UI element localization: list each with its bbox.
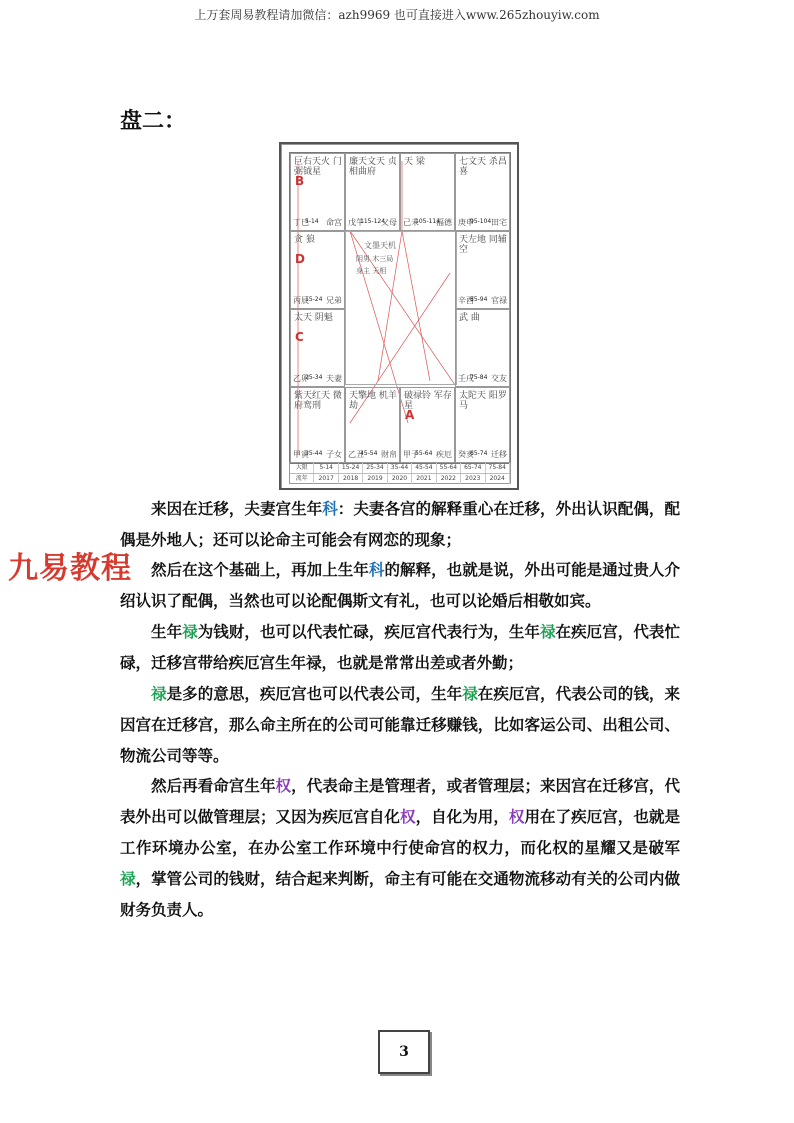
chart-palace <box>400 387 455 463</box>
bottom-cell: 25-34 <box>363 463 387 473</box>
highlight-ke: 科 <box>368 560 385 579</box>
palace-ganzhi: 戊午 <box>348 218 364 227</box>
palace-range: 75-84 <box>470 374 488 381</box>
palace-range: 25-34 <box>305 374 323 381</box>
paragraph-text: ，自化为用， <box>415 807 509 826</box>
chart-palace <box>290 153 345 231</box>
highlight-lu: 禄 <box>539 622 556 641</box>
palace-ganzhi: 癸亥 <box>458 450 474 459</box>
chart-center <box>345 231 457 385</box>
highlight-lu: 禄 <box>120 869 136 888</box>
highlight-quan: 权 <box>400 807 416 826</box>
palace-name: 疾厄 <box>436 450 452 459</box>
paragraph-text: 用在了疾厄宫，也就是工作环境办公室，在办公室工作环境中行使命宫的权力，而化权的星耀又是破军 <box>120 807 680 857</box>
palace-name: 交友 <box>491 374 507 383</box>
highlight-quan: 权 <box>275 776 292 795</box>
highlight-quan: 权 <box>508 807 525 826</box>
paragraph-text: 然后在这个基础上，再加上生年 <box>151 560 369 579</box>
bottom-cell: 45-54 <box>412 463 436 473</box>
highlight-lu: 禄 <box>182 622 198 641</box>
palace-ganzhi: 丁巳 <box>293 218 309 227</box>
palace-name: 福德 <box>436 218 452 227</box>
paragraph-text: 在疾厄宫，代表忙碌，迁移宫带给疾厄宫生年禄，也就是常常出差或者外勤； <box>120 622 680 672</box>
palace-range: 35-44 <box>305 450 323 457</box>
chart-grid <box>289 152 511 464</box>
palace-name: 兄弟 <box>326 296 342 305</box>
palace-stars: 破禄铃 军存星 <box>404 391 452 411</box>
paragraph-text: 然后再看命宫生年 <box>151 776 276 795</box>
chart-palace <box>455 231 510 309</box>
palace-ganzhi: 辛酉 <box>458 296 474 305</box>
palace-stars: 廉天文天 贞相曲府 <box>349 157 397 177</box>
paragraph-text: 生年 <box>151 622 183 641</box>
palace-ganzhi: 壬戌 <box>458 374 474 383</box>
paragraph-text: 来因在迁移，夫妻宫生年 <box>151 499 323 518</box>
bottom-cell: 2020 <box>388 474 412 484</box>
palace-stars: 贪 狼 <box>294 235 315 245</box>
bottom-cell: 5-14 <box>314 463 338 473</box>
palace-name: 田宅 <box>491 218 507 227</box>
paragraph-text: ，掌管公司的钱财，结合起来判断，命主有可能在交通物流移动有关的公司内做财务负责人。 <box>120 869 680 919</box>
highlight-ke: 科 <box>322 499 338 518</box>
paragraph-text: ，代表命主是管理者，或者管理层；来因宫在迁移宫，代表外出可以做管理层；又因为疾厄宫自化 <box>120 776 680 826</box>
chart-palace <box>455 153 510 231</box>
palace-ganzhi: 己未 <box>403 218 419 227</box>
palace-ganzhi: 庚申 <box>458 218 474 227</box>
palace-name: 子女 <box>326 450 342 459</box>
chart-palace <box>290 231 345 309</box>
bottom-row-1 <box>290 463 510 474</box>
paragraph-text: 在疾厄宫，代表公司的钱，来因宫在迁移宫，那么命主所在的公司可能靠迁移赚钱，比如客运公司、出租公司、物流公司等等。 <box>120 684 680 765</box>
palace-name: 迁移 <box>491 450 507 459</box>
bottom-cell: 2019 <box>363 474 387 484</box>
palace-range: 85-94 <box>470 296 488 303</box>
bottom-cell: 2022 <box>437 474 461 484</box>
chart-palace <box>345 387 400 463</box>
palace-range: 105-114 <box>415 218 441 225</box>
bottom-cell: 2017 <box>314 474 338 484</box>
palace-ganzhi: 甲子 <box>403 450 419 459</box>
bottom-cell: 2018 <box>339 474 363 484</box>
palace-name: 命宫 <box>326 218 342 227</box>
palace-stars: 紫天红天 微府鸾刑 <box>294 391 342 411</box>
body-paragraph <box>120 616 680 678</box>
bottom-cell: 2021 <box>412 474 436 484</box>
palace-name: 财帛 <box>381 450 397 459</box>
bottom-cell: 65-74 <box>461 463 485 473</box>
bottom-cell: 15-24 <box>339 463 363 473</box>
paragraph-text: 的解释，也就是说，外出可能是通过贵人介绍认识了配偶，当然也可以论配偶斯文有礼，也可以论婚后相敬如宾。 <box>120 560 680 610</box>
palace-ganzhi: 乙丑 <box>348 450 364 459</box>
chart-palace <box>455 387 510 463</box>
body-paragraph <box>120 554 680 616</box>
palace-stars: 太陀天 阳罗马 <box>459 391 507 411</box>
palace-stars: 七文天 杀昌喜 <box>459 157 507 177</box>
bottom-cell: 大限 <box>290 463 314 473</box>
bottom-cell: 75-84 <box>486 463 510 473</box>
palace-stars: 天擎地 机羊劫 <box>349 391 397 411</box>
paragraph-text: 为钱财，也可以代表忙碌，疾厄宫代表行为，生年 <box>197 622 540 641</box>
bottom-cell: 55-64 <box>437 463 461 473</box>
palace-range: 55-64 <box>415 450 433 457</box>
chart-palace <box>290 387 345 463</box>
palace-range: 115-124 <box>360 218 386 225</box>
center-line2: 阴男 木三局 <box>356 255 394 263</box>
bottom-cell: 2024 <box>486 474 510 484</box>
center-title: 文墨天机 <box>364 241 396 250</box>
highlight-lu: 禄 <box>151 684 167 703</box>
bottom-cell: 2023 <box>461 474 485 484</box>
body-paragraph <box>120 678 680 771</box>
watermark-logo: 九易教程 <box>8 551 132 586</box>
chart-bottom-table <box>289 462 511 484</box>
highlight-lu: 禄 <box>462 684 478 703</box>
bottom-cell: 35-44 <box>388 463 412 473</box>
palace-range: 15-24 <box>305 296 323 303</box>
astrology-chart <box>279 142 519 490</box>
palace-range: 65-74 <box>470 450 488 457</box>
palace-range: 95-104 <box>470 218 492 225</box>
palace-stars: 太天 阴魁 <box>294 313 333 323</box>
palace-name: 夫妻 <box>326 374 342 383</box>
palace-ganzhi: 乙卯 <box>293 374 309 383</box>
palace-tag: B <box>295 174 305 188</box>
center-line3: 身主 天相 <box>356 267 387 275</box>
palace-stars: 武 曲 <box>459 313 480 323</box>
palace-ganzhi: 甲寅 <box>293 450 309 459</box>
palace-name: 官禄 <box>491 296 507 305</box>
chart-palace <box>290 309 345 387</box>
body-paragraph <box>120 493 680 555</box>
body-paragraph <box>120 770 680 925</box>
palace-tag: C <box>295 330 304 344</box>
page-number: 3 <box>378 1030 430 1074</box>
palace-stars: 天左地 同辅空 <box>459 235 507 255</box>
palace-ganzhi: 丙辰 <box>293 296 309 305</box>
palace-stars: 巨右天火 门弼钺星 <box>294 157 342 177</box>
page-header: 上万套周易教程请加微信：azh9969 也可直接进入www.265zhouyiw.com <box>194 8 600 22</box>
section-title: 盘二： <box>120 109 187 134</box>
bottom-cell: 流年 <box>290 474 314 484</box>
palace-range: 5-14 <box>305 218 319 225</box>
palace-stars: 天 梁 <box>404 157 425 167</box>
palace-tag: A <box>405 408 415 422</box>
palace-range: 45-54 <box>360 450 378 457</box>
chart-palace <box>455 309 510 387</box>
bottom-row-2 <box>290 474 510 484</box>
paragraph-text: 是多的意思，疾厄宫也可以代表公司，生年 <box>166 684 463 703</box>
chart-palace <box>345 153 400 231</box>
paragraph-text: ：夫妻各宫的解释重心在迁移，外出认识配偶，配偶是外地人；还可以论命主可能会有网恋的现象； <box>120 499 680 549</box>
palace-tag: D <box>295 252 305 266</box>
palace-name: 父母 <box>381 218 397 227</box>
chart-palace <box>400 153 455 231</box>
